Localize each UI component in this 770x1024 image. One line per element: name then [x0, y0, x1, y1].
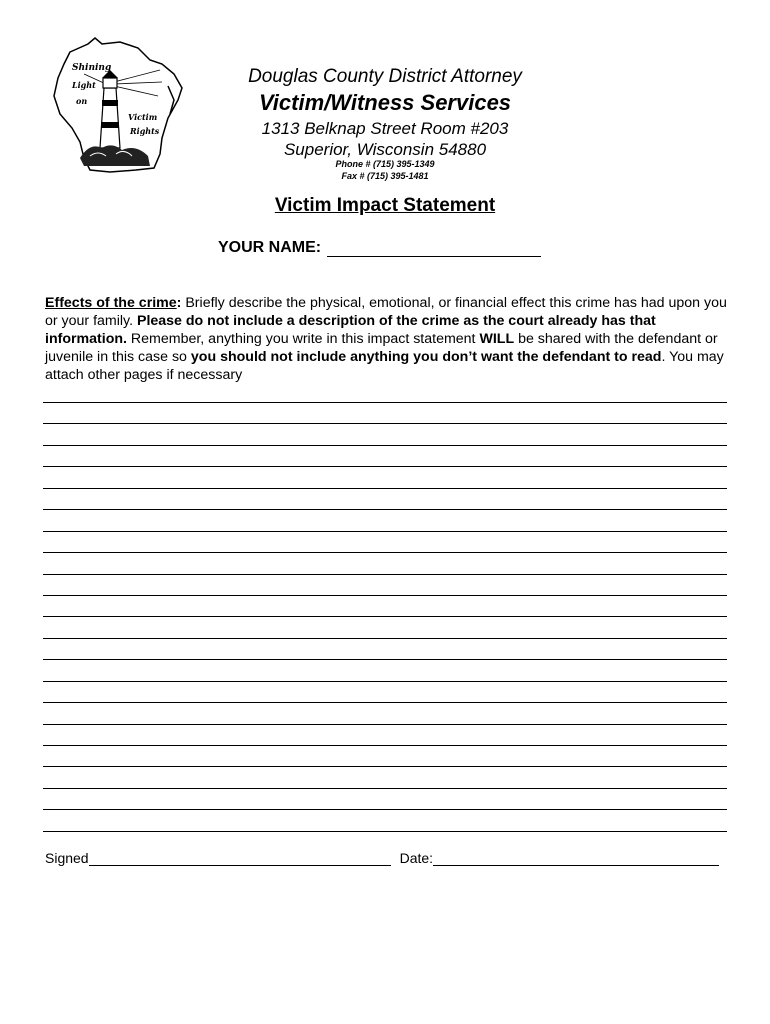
statement-line[interactable]	[43, 766, 727, 787]
statement-line[interactable]	[43, 831, 727, 852]
statement-line[interactable]	[43, 595, 727, 616]
statement-line[interactable]	[43, 423, 727, 444]
address-line-1: 1313 Belknap Street Room #203	[261, 119, 509, 138]
statement-line[interactable]	[43, 809, 727, 830]
your-name-label: YOUR NAME:	[218, 239, 322, 256]
program-name: Victim/Witness Services	[258, 90, 512, 115]
logo-word-on: on	[76, 96, 88, 106]
instructions-paragraph: Effects of the crime: Briefly describe the physical, emotional, or financial effect this crime has had upon you or your family. Please do not include a description of the crime as the court already has that information. Remember, anything you write in this impact statement WILL be shared with the defendant or juvenile in this case so you should not include anything you don’t want the defendant to read. You may attach other pages if necessary	[45, 295, 727, 383]
instructions-heading: Effects of the crime	[45, 295, 177, 311]
your-name-row	[218, 239, 541, 257]
phone-number: Phone # (715) 395-1349	[335, 159, 435, 169]
statement-line[interactable]	[43, 788, 727, 809]
statement-line[interactable]	[43, 466, 727, 487]
signed-label: Signed	[45, 850, 89, 866]
statement-line[interactable]	[43, 681, 727, 702]
signature-field[interactable]	[89, 851, 391, 866]
form-title: Victim Impact Statement	[274, 195, 496, 216]
statement-line[interactable]	[43, 702, 727, 723]
signature-row	[45, 850, 727, 866]
statement-line[interactable]	[43, 445, 727, 466]
date-label: Date:	[399, 850, 434, 866]
logo-word-light: Light	[72, 80, 96, 90]
statement-line[interactable]	[43, 531, 727, 552]
logo-word-rights: Rights	[130, 126, 160, 136]
statement-line[interactable]	[43, 724, 727, 745]
address-line-2: Superior, Wisconsin 54880	[283, 140, 487, 159]
your-name-field[interactable]	[327, 242, 541, 257]
statement-line[interactable]	[43, 616, 727, 637]
statement-line[interactable]	[43, 509, 727, 530]
logo-word-victim: Victim	[128, 112, 158, 122]
statement-line[interactable]	[43, 552, 727, 573]
statement-writing-area[interactable]	[43, 402, 727, 852]
fax-number: Fax # (715) 395-1481	[341, 171, 429, 181]
statement-line[interactable]	[43, 659, 727, 680]
statement-line[interactable]	[43, 402, 727, 423]
statement-line[interactable]	[43, 745, 727, 766]
statement-line[interactable]	[43, 638, 727, 659]
office-name: Douglas County District Attorney	[248, 66, 522, 87]
date-field[interactable]	[433, 851, 719, 866]
statement-line[interactable]	[43, 574, 727, 595]
logo-word-shining: Shining	[72, 63, 112, 73]
statement-line[interactable]	[43, 488, 727, 509]
